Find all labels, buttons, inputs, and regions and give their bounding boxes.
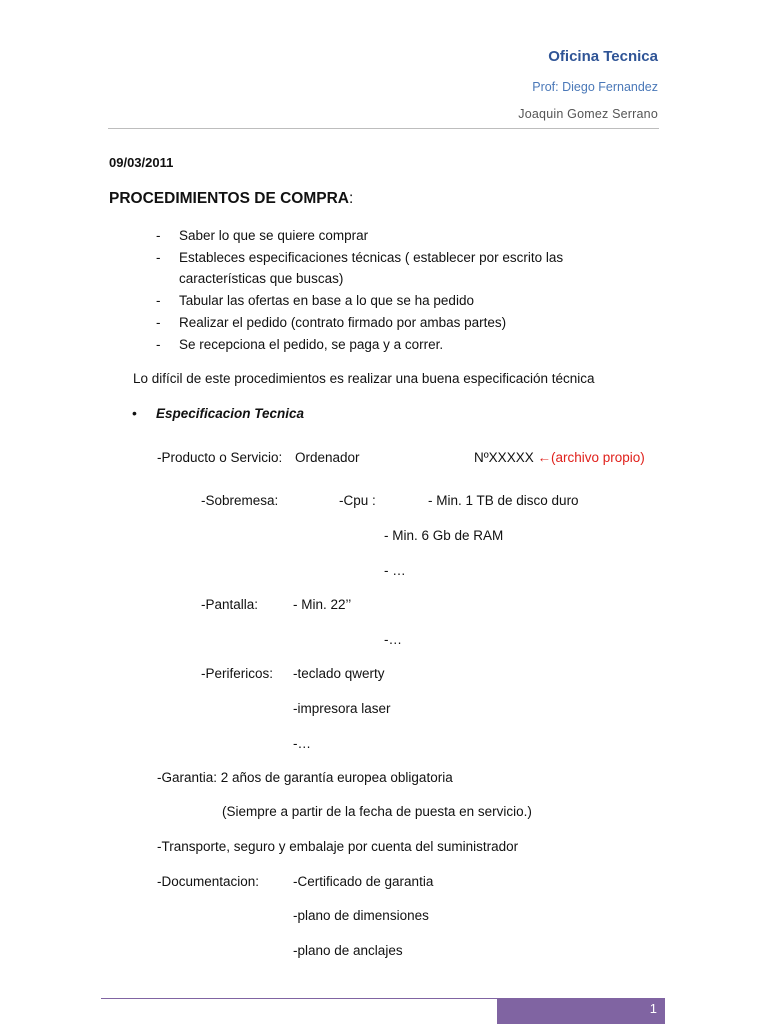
- documentacion-item: -Certificado de garantia: [293, 874, 434, 889]
- numero-text: NºXXXXX: [474, 450, 534, 465]
- list-item: Realizar el pedido (contrato firmado por ambas partes): [179, 315, 507, 330]
- perifericos-item: -impresora laser: [293, 701, 391, 716]
- producto-value: Ordenador: [295, 450, 360, 465]
- documentacion-label: -Documentacion:: [157, 874, 260, 889]
- list-dash: -: [156, 315, 161, 330]
- left-arrow-icon: ←: [537, 450, 551, 465]
- cpu-label: -Cpu :: [339, 493, 376, 508]
- cpu-item: - Min. 1 TB de disco duro: [428, 493, 579, 508]
- cpu-item: - …: [384, 563, 406, 578]
- author-name: Joaquin Gomez Serrano: [518, 107, 658, 121]
- list-item: Tabular las ofertas en base a lo que se ha pedido: [179, 293, 474, 308]
- perifericos-item: -…: [293, 736, 311, 751]
- list-dash: -: [156, 228, 161, 243]
- pantalla-item: -…: [384, 632, 402, 647]
- perifericos-label: -Perifericos:: [201, 666, 274, 681]
- numero-referencia: [474, 450, 645, 465]
- sobremesa-label: -Sobremesa:: [201, 493, 279, 508]
- list-dash: -: [156, 337, 161, 352]
- section-heading: [109, 190, 353, 208]
- list-dash: -: [156, 293, 161, 308]
- document-title: Oficina Tecnica: [548, 48, 658, 65]
- garantia-note: (Siempre a partir de la fecha de puesta en servicio.): [222, 804, 532, 819]
- pantalla-label: -Pantalla:: [201, 597, 259, 612]
- documentacion-item: -plano de anclajes: [293, 943, 403, 958]
- perifericos-item: -teclado qwerty: [293, 666, 385, 681]
- intro-paragraph: Lo difícil de este procedimientos es realizar una buena especificación técnica: [133, 371, 595, 386]
- professor-name: Prof: Diego Fernandez: [532, 80, 658, 94]
- list-item: Estableces especificaciones técnicas ( establecer por escrito las: [179, 250, 564, 265]
- archivo-note: (archivo propio): [550, 450, 645, 465]
- bullet-symbol: •: [132, 405, 137, 421]
- pantalla-item: - Min. 22’’: [293, 597, 352, 612]
- page-number: 1: [649, 1001, 657, 1016]
- heading-suffix: :: [349, 190, 354, 207]
- producto-label: -Producto o Servicio:: [157, 450, 283, 465]
- document-date: 09/03/2011: [109, 155, 174, 170]
- list-item: Saber lo que se quiere comprar: [179, 228, 369, 243]
- list-item-continuation: características que buscas): [179, 271, 344, 286]
- transporte-line: -Transporte, seguro y embalaje por cuenta del suministrador: [157, 839, 519, 854]
- heading-text: PROCEDIMIENTOS DE COMPRA: [109, 190, 349, 207]
- page-number-box: [497, 998, 665, 1024]
- cpu-item: - Min. 6 Gb de RAM: [384, 528, 504, 543]
- documentacion-item: -plano de dimensiones: [293, 908, 429, 923]
- list-dash: -: [156, 250, 161, 265]
- bullet-heading: Especificacion Tecnica: [156, 406, 305, 421]
- footer-divider: [101, 998, 497, 999]
- list-item: Se recepciona el pedido, se paga y a correr.: [179, 337, 444, 352]
- garantia-line: -Garantia: 2 años de garantía europea obligatoria: [157, 770, 453, 785]
- header-divider: [108, 128, 659, 129]
